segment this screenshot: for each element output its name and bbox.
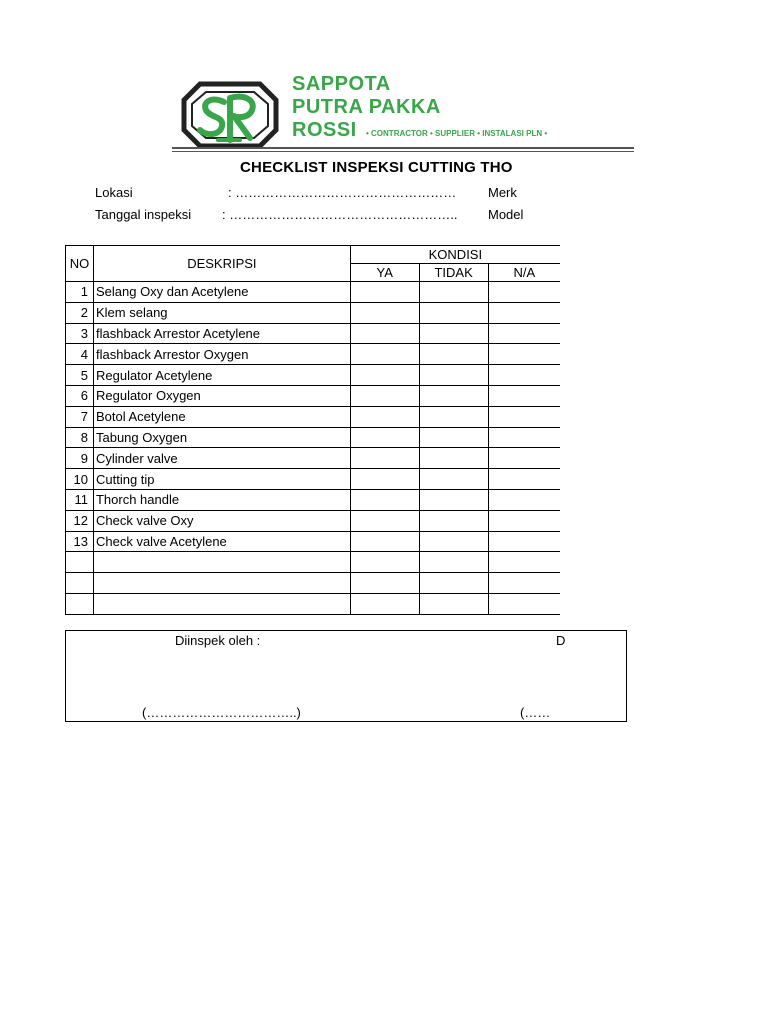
table-header-row [66,246,561,264]
row-description[interactable] [93,573,350,594]
na-cell[interactable] [488,489,560,510]
checklist-table [65,245,560,615]
row-number: 7 [66,406,94,427]
tidak-cell[interactable] [419,302,488,323]
tanggal-value: : …………………………………………….. [222,207,458,222]
row-description: Check valve Oxy [93,510,350,531]
table-row [66,323,561,344]
company-name-line1: SAPPOTA [292,73,391,95]
na-cell[interactable] [488,385,560,406]
ya-cell[interactable] [350,427,419,448]
ya-cell[interactable] [350,406,419,427]
table-row [66,469,561,490]
na-cell[interactable] [488,427,560,448]
table-row [66,427,561,448]
merk-label: Merk [488,185,517,200]
na-cell[interactable] [488,406,560,427]
table-row [66,365,561,386]
ya-cell[interactable] [350,344,419,365]
tidak-cell[interactable] [419,593,488,614]
header-ya: YA [350,264,419,282]
row-description: Thorch handle [93,489,350,510]
tidak-cell[interactable] [419,344,488,365]
table-row [66,406,561,427]
tidak-cell[interactable] [419,406,488,427]
table-row [66,489,561,510]
table-row-blank [66,552,561,573]
ya-cell[interactable] [350,282,419,303]
row-number: 13 [66,531,94,552]
tidak-cell[interactable] [419,323,488,344]
ya-cell[interactable] [350,593,419,614]
tidak-cell[interactable] [419,365,488,386]
row-description: flashback Arrestor Acetylene [93,323,350,344]
header-tidak: TIDAK [419,264,488,282]
table-row-blank [66,593,561,614]
row-number: 4 [66,344,94,365]
ya-cell[interactable] [350,323,419,344]
left-signature-placeholder: (……………………………..) [142,705,301,720]
row-number [66,573,94,594]
ya-cell[interactable] [350,385,419,406]
ya-cell[interactable] [350,552,419,573]
row-description: Botol Acetylene [93,406,350,427]
table-row [66,282,561,303]
tidak-cell[interactable] [419,489,488,510]
na-cell[interactable] [488,531,560,552]
na-cell[interactable] [488,282,560,303]
ya-cell[interactable] [350,573,419,594]
tidak-cell[interactable] [419,469,488,490]
table-row [66,531,561,552]
table-row [66,385,561,406]
header-divider [172,147,634,149]
company-name-line2: PUTRA PAKKA [292,96,441,118]
row-number: 9 [66,448,94,469]
tidak-cell[interactable] [419,552,488,573]
na-cell[interactable] [488,573,560,594]
tidak-cell[interactable] [419,427,488,448]
tanggal-label: Tanggal inspeksi [95,207,192,222]
na-cell[interactable] [488,593,560,614]
row-number: 5 [66,365,94,386]
right-signature-label: D [556,633,566,648]
na-cell[interactable] [488,469,560,490]
tidak-cell[interactable] [419,385,488,406]
na-cell[interactable] [488,302,560,323]
tidak-cell[interactable] [419,448,488,469]
model-label: Model [488,207,524,222]
row-number: 11 [66,489,94,510]
company-tagline: • CONTRACTOR • SUPPLIER • INSTALASI PLN • [366,129,548,138]
header-divider-thin [172,151,634,152]
row-description: Tabung Oxygen [93,427,350,448]
row-description: Cylinder valve [93,448,350,469]
row-number: 3 [66,323,94,344]
lokasi-label: Lokasi [95,185,133,200]
ya-cell[interactable] [350,489,419,510]
table-row [66,448,561,469]
row-description: Cutting tip [93,469,350,490]
ya-cell[interactable] [350,302,419,323]
tidak-cell[interactable] [419,573,488,594]
row-description: flashback Arrestor Oxygen [93,344,350,365]
row-description: Regulator Oxygen [93,385,350,406]
table-row [66,344,561,365]
row-number: 8 [66,427,94,448]
company-name-line3: ROSSI [292,119,357,141]
table-row-blank [66,573,561,594]
row-description[interactable] [93,593,350,614]
na-cell[interactable] [488,448,560,469]
tidak-cell[interactable] [419,510,488,531]
row-description: Klem selang [93,302,350,323]
page-title: CHECKLIST INSPEKSI CUTTING THO [240,159,513,176]
table-row [66,302,561,323]
row-number: 12 [66,510,94,531]
right-signature-placeholder: (…… [520,705,551,720]
table-row [66,510,561,531]
row-number [66,593,94,614]
ya-cell[interactable] [350,531,419,552]
row-number [66,552,94,573]
ya-cell[interactable] [350,510,419,531]
na-cell[interactable] [488,344,560,365]
spr-emblem-icon [178,78,282,150]
row-number: 2 [66,302,94,323]
lokasi-value: : …………………………………………… [228,185,457,200]
row-description: Regulator Acetylene [93,365,350,386]
ya-cell[interactable] [350,448,419,469]
header-deskripsi: DESKRIPSI [93,246,350,282]
na-cell[interactable] [488,365,560,386]
row-description: Check valve Acetylene [93,531,350,552]
row-description[interactable] [93,552,350,573]
inspected-by-label: Diinspek oleh : [175,633,261,648]
na-cell[interactable] [488,323,560,344]
na-cell[interactable] [488,552,560,573]
row-description: Selang Oxy dan Acetylene [93,282,350,303]
ya-cell[interactable] [350,365,419,386]
ya-cell[interactable] [350,469,419,490]
na-cell[interactable] [488,510,560,531]
row-number: 10 [66,469,94,490]
tidak-cell[interactable] [419,531,488,552]
tidak-cell[interactable] [419,282,488,303]
header-na: N/A [488,264,560,282]
row-number: 1 [66,282,94,303]
row-number: 6 [66,385,94,406]
header-kondisi: KONDISI [350,246,560,264]
header-no: NO [66,246,94,282]
